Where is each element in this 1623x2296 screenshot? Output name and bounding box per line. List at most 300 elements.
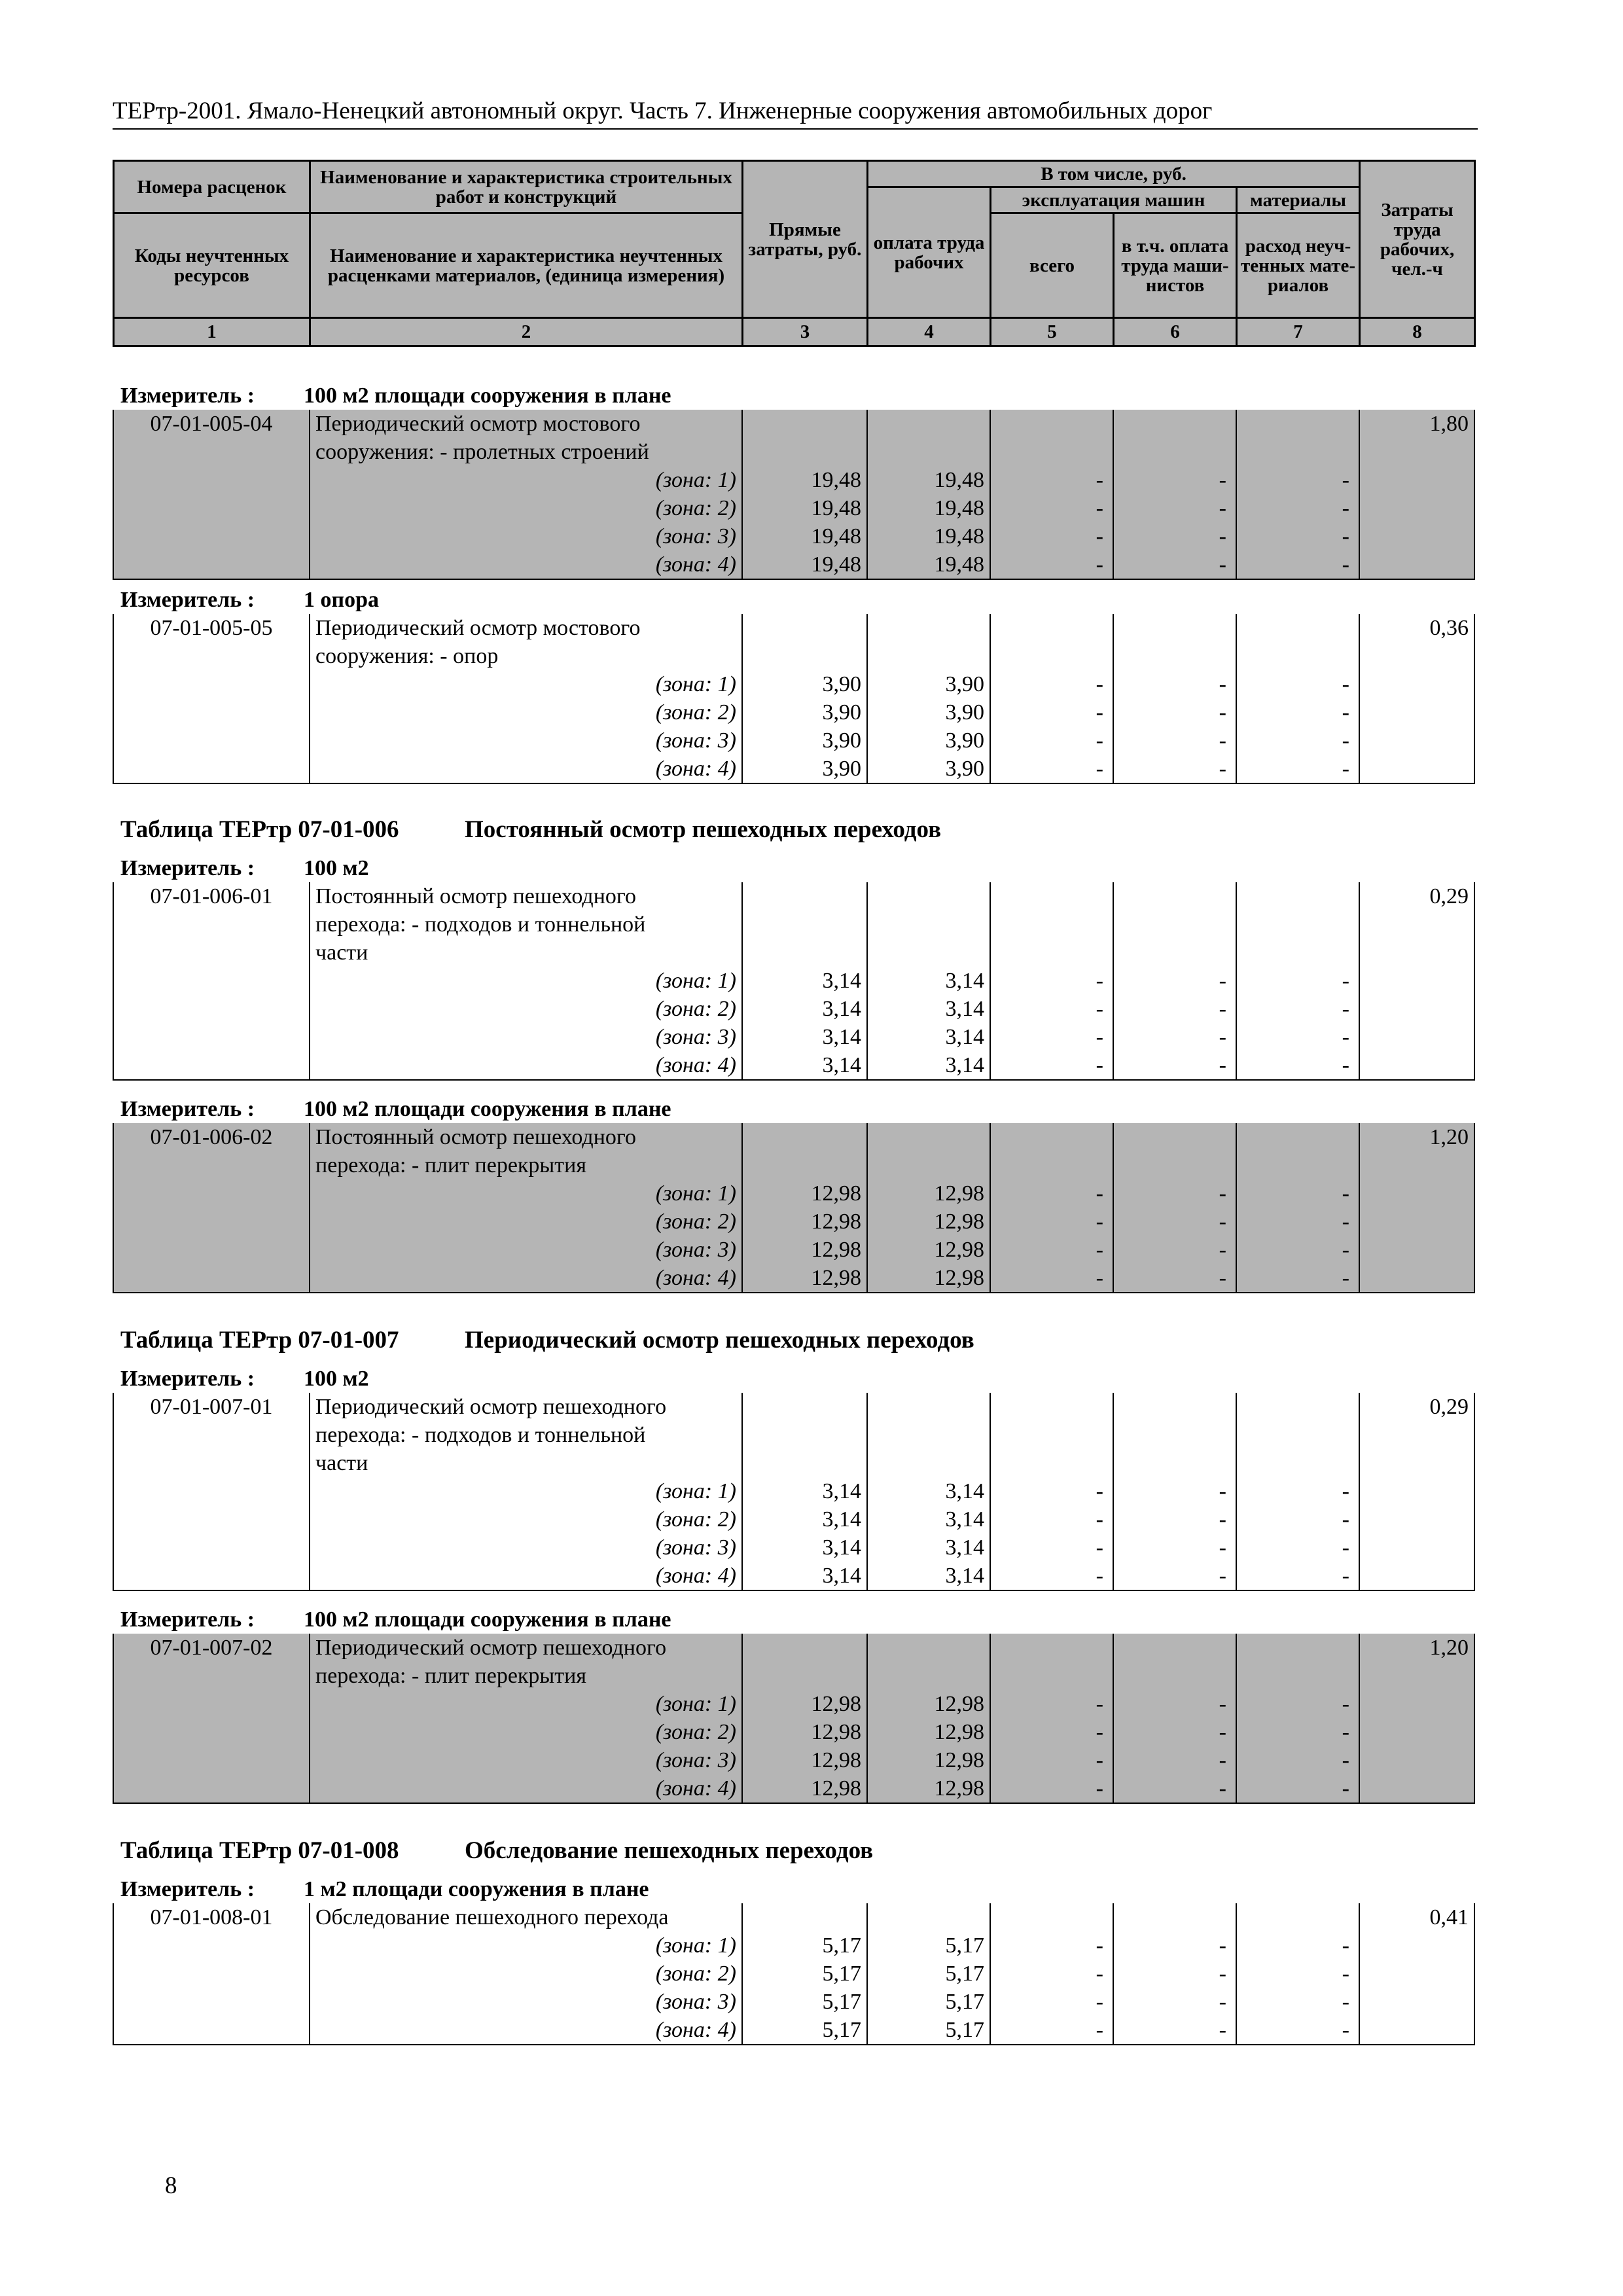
material-use: - — [1236, 1718, 1359, 1746]
material-use: - — [1236, 1179, 1359, 1208]
worker-pay: 12,98 — [867, 1264, 990, 1293]
empty-cell — [1236, 1151, 1359, 1179]
empty-cell — [990, 1421, 1113, 1449]
rate-code: 07-01-007-01 — [113, 1393, 310, 1421]
material-use: - — [1236, 726, 1359, 755]
measure-line — [113, 1096, 1474, 1123]
machinist-pay: - — [1113, 670, 1236, 698]
empty-cell — [113, 1023, 310, 1051]
table-name: Постоянный осмотр пешеходных переходов — [465, 816, 942, 843]
empty-cell — [1236, 939, 1359, 967]
empty-cell — [1236, 438, 1359, 466]
labor-cost: 0,36 — [1359, 614, 1474, 642]
empty-cell — [1113, 1634, 1236, 1662]
direct-costs: 19,48 — [742, 466, 867, 494]
empty-cell — [113, 1562, 310, 1590]
empty-cell — [867, 1449, 990, 1477]
measure-line — [113, 1876, 1474, 1903]
empty-cell — [1113, 1393, 1236, 1421]
worker-pay: 3,14 — [867, 967, 990, 995]
col-header-machinist-pay: в т.ч. оплата труда маши-нистов — [1114, 213, 1237, 318]
worker-pay: 3,14 — [867, 1534, 990, 1562]
machines-total: - — [990, 1960, 1113, 1988]
rate-code: 07-01-006-02 — [113, 1123, 310, 1151]
empty-cell — [113, 939, 310, 967]
machines-total: - — [990, 550, 1113, 579]
zone-row — [113, 1690, 1474, 1718]
machines-total: - — [990, 755, 1113, 783]
material-use: - — [1236, 1562, 1359, 1590]
material-use: - — [1236, 995, 1359, 1023]
empty-cell — [113, 1690, 310, 1718]
description-row — [113, 1393, 1474, 1421]
description-row — [113, 1421, 1474, 1449]
machines-total: - — [990, 2016, 1113, 2045]
material-use: - — [1236, 494, 1359, 522]
empty-cell — [113, 1774, 310, 1803]
direct-costs: 12,98 — [742, 1690, 867, 1718]
machines-total: - — [990, 1746, 1113, 1774]
worker-pay: 3,14 — [867, 995, 990, 1023]
rate-description: перехода: - подходов и тоннельной — [310, 910, 742, 939]
zone-row — [113, 1718, 1474, 1746]
direct-costs: 12,98 — [742, 1208, 867, 1236]
material-use: - — [1236, 522, 1359, 550]
table-title — [113, 1837, 1474, 1876]
empty-cell — [1113, 410, 1236, 438]
measure-line — [113, 1365, 1474, 1393]
worker-pay: 19,48 — [867, 550, 990, 579]
measure-unit: 100 м2 — [304, 856, 369, 880]
rate-description: перехода: - плит перекрытия — [310, 1151, 742, 1179]
rate-section — [113, 816, 1474, 1081]
worker-pay: 3,14 — [867, 1051, 990, 1080]
empty-cell — [1113, 1123, 1236, 1151]
direct-costs: 12,98 — [742, 1179, 867, 1208]
zone-label: (зона: 4) — [310, 550, 742, 579]
machines-total: - — [990, 1264, 1113, 1293]
empty-cell — [1236, 1123, 1359, 1151]
labor-cost: 0,29 — [1359, 1393, 1474, 1421]
empty-cell — [1359, 1505, 1474, 1534]
zone-label: (зона: 3) — [310, 522, 742, 550]
col-header-direct-costs: Прямые затраты, руб. — [743, 161, 868, 318]
zone-row — [113, 1931, 1474, 1960]
empty-cell — [742, 1123, 867, 1151]
empty-cell — [113, 642, 310, 670]
labor-cost: 1,80 — [1359, 410, 1474, 438]
empty-cell — [113, 1960, 310, 1988]
empty-cell — [1113, 1662, 1236, 1690]
machinist-pay: - — [1113, 995, 1236, 1023]
empty-cell — [1113, 910, 1236, 939]
material-use: - — [1236, 755, 1359, 783]
material-use: - — [1236, 1477, 1359, 1505]
col-number: 1 — [114, 318, 310, 346]
measure-label: Измеритель : — [120, 856, 255, 880]
empty-cell — [867, 1903, 990, 1931]
empty-cell — [1236, 1903, 1359, 1931]
empty-cell — [113, 1151, 310, 1179]
zone-label: (зона: 1) — [310, 670, 742, 698]
empty-cell — [1359, 1023, 1474, 1051]
empty-cell — [990, 910, 1113, 939]
empty-cell — [742, 882, 867, 910]
description-row — [113, 614, 1474, 642]
col-header-works: Наименование и характеристика строительных работ и конструкций — [310, 161, 743, 213]
rate-section — [113, 382, 1474, 580]
material-use: - — [1236, 1534, 1359, 1562]
empty-cell — [1359, 1477, 1474, 1505]
empty-cell — [742, 910, 867, 939]
rate-table — [113, 1903, 1475, 2045]
empty-cell — [742, 438, 867, 466]
empty-cell — [1359, 1264, 1474, 1293]
empty-cell — [113, 1051, 310, 1080]
empty-cell — [1359, 1960, 1474, 1988]
zone-row — [113, 1477, 1474, 1505]
worker-pay: 3,14 — [867, 1023, 990, 1051]
zone-row — [113, 698, 1474, 726]
empty-cell — [1359, 1236, 1474, 1264]
material-use: - — [1236, 698, 1359, 726]
rate-code: 07-01-005-04 — [113, 410, 310, 438]
material-use: - — [1236, 1960, 1359, 1988]
empty-cell — [1236, 882, 1359, 910]
machines-total: - — [990, 1690, 1113, 1718]
material-use: - — [1236, 1023, 1359, 1051]
machinist-pay: - — [1113, 1960, 1236, 1988]
description-row — [113, 1662, 1474, 1690]
material-use: - — [1236, 1690, 1359, 1718]
empty-cell — [113, 494, 310, 522]
zone-row — [113, 1179, 1474, 1208]
empty-cell — [990, 410, 1113, 438]
table-name: Обследование пешеходных переходов — [465, 1837, 874, 1864]
measure-label: Измеритель : — [120, 1607, 255, 1632]
zone-label: (зона: 4) — [310, 1264, 742, 1293]
empty-cell — [1113, 614, 1236, 642]
machinist-pay: - — [1113, 1023, 1236, 1051]
empty-cell — [1236, 614, 1359, 642]
zone-label: (зона: 1) — [310, 967, 742, 995]
labor-cost: 0,29 — [1359, 882, 1474, 910]
machines-total: - — [990, 1179, 1113, 1208]
empty-cell — [1236, 642, 1359, 670]
material-use: - — [1236, 967, 1359, 995]
machinist-pay: - — [1113, 1562, 1236, 1590]
empty-cell — [1359, 1718, 1474, 1746]
material-use: - — [1236, 550, 1359, 579]
empty-cell — [990, 1393, 1113, 1421]
empty-cell — [1359, 550, 1474, 579]
zone-row — [113, 755, 1474, 783]
direct-costs: 5,17 — [742, 1931, 867, 1960]
measure-unit: 1 м2 площади сооружения в плане — [304, 1877, 649, 1901]
machines-total: - — [990, 1988, 1113, 2016]
zone-label: (зона: 2) — [310, 494, 742, 522]
empty-cell — [990, 1449, 1113, 1477]
empty-cell — [742, 410, 867, 438]
measure-unit: 100 м2 площади сооружения в плане — [304, 1097, 671, 1121]
empty-cell — [867, 642, 990, 670]
empty-cell — [113, 1449, 310, 1477]
machines-total: - — [990, 1023, 1113, 1051]
empty-cell — [867, 614, 990, 642]
machines-total: - — [990, 1236, 1113, 1264]
machines-total: - — [990, 1774, 1113, 1803]
description-row — [113, 1634, 1474, 1662]
rate-description: Обследование пешеходного перехода — [310, 1903, 742, 1931]
empty-cell — [990, 1151, 1113, 1179]
empty-cell — [1359, 1690, 1474, 1718]
empty-cell — [990, 882, 1113, 910]
worker-pay: 3,90 — [867, 670, 990, 698]
description-row — [113, 939, 1474, 967]
col-header-machines-total: всего — [991, 213, 1114, 318]
empty-cell — [1236, 910, 1359, 939]
description-row — [113, 910, 1474, 939]
empty-cell — [113, 1421, 310, 1449]
machinist-pay: - — [1113, 1534, 1236, 1562]
col-number: 7 — [1237, 318, 1360, 346]
machines-total: - — [990, 698, 1113, 726]
empty-cell — [1359, 494, 1474, 522]
zone-row — [113, 1236, 1474, 1264]
zone-row — [113, 550, 1474, 579]
empty-cell — [113, 1534, 310, 1562]
col-number: 6 — [1114, 318, 1237, 346]
direct-costs: 3,14 — [742, 1477, 867, 1505]
machinist-pay: - — [1113, 2016, 1236, 2045]
direct-costs: 3,90 — [742, 698, 867, 726]
empty-cell — [742, 1421, 867, 1449]
empty-cell — [1236, 1421, 1359, 1449]
machinist-pay: - — [1113, 755, 1236, 783]
zone-label: (зона: 2) — [310, 1208, 742, 1236]
empty-cell — [113, 438, 310, 466]
machines-total: - — [990, 494, 1113, 522]
machinist-pay: - — [1113, 1477, 1236, 1505]
col-number: 5 — [991, 318, 1114, 346]
empty-cell — [742, 1662, 867, 1690]
measure-line — [113, 586, 1474, 614]
zone-row — [113, 670, 1474, 698]
zone-row — [113, 2016, 1474, 2045]
empty-cell — [990, 614, 1113, 642]
empty-cell — [1359, 726, 1474, 755]
direct-costs: 3,14 — [742, 967, 867, 995]
empty-cell — [113, 1931, 310, 1960]
empty-cell — [113, 967, 310, 995]
empty-cell — [867, 910, 990, 939]
worker-pay: 5,17 — [867, 1960, 990, 1988]
col-header-materials-name: Наименование и характеристика неучтенных расценками материалов, (единица измерения) — [310, 213, 743, 318]
machines-total: - — [990, 466, 1113, 494]
rate-table — [113, 410, 1475, 580]
machinist-pay: - — [1113, 550, 1236, 579]
empty-cell — [742, 1393, 867, 1421]
zone-row — [113, 1960, 1474, 1988]
machinist-pay: - — [1113, 1208, 1236, 1236]
empty-cell — [990, 1903, 1113, 1931]
zone-label: (зона: 3) — [310, 726, 742, 755]
zone-label: (зона: 4) — [310, 755, 742, 783]
measure-label: Измеритель : — [120, 384, 255, 408]
rate-description: части — [310, 939, 742, 967]
empty-cell — [867, 1421, 990, 1449]
worker-pay: 12,98 — [867, 1774, 990, 1803]
direct-costs: 12,98 — [742, 1774, 867, 1803]
zone-label: (зона: 1) — [310, 1179, 742, 1208]
empty-cell — [742, 939, 867, 967]
measure-unit: 1 опора — [304, 588, 379, 612]
machinist-pay: - — [1113, 1746, 1236, 1774]
material-use: - — [1236, 1746, 1359, 1774]
machines-total: - — [990, 1931, 1113, 1960]
direct-costs: 3,14 — [742, 1534, 867, 1562]
machinist-pay: - — [1113, 967, 1236, 995]
empty-cell — [113, 698, 310, 726]
machines-total: - — [990, 670, 1113, 698]
empty-cell — [990, 1634, 1113, 1662]
empty-cell — [1359, 1179, 1474, 1208]
zone-row — [113, 1562, 1474, 1590]
description-row — [113, 438, 1474, 466]
machinist-pay: - — [1113, 1236, 1236, 1264]
table-code: Таблица ТЕРтр 07-01-006 — [120, 816, 399, 843]
col-header-resource-codes: Коды неучтенных ресурсов — [114, 213, 310, 318]
rate-description: Периодический осмотр пешеходного — [310, 1393, 742, 1421]
measure-label: Измеритель : — [120, 1367, 255, 1391]
empty-cell — [113, 1236, 310, 1264]
direct-costs: 19,48 — [742, 494, 867, 522]
rate-section — [113, 1606, 1474, 1804]
measure-line — [113, 1606, 1474, 1634]
direct-costs: 3,90 — [742, 755, 867, 783]
empty-cell — [1359, 1534, 1474, 1562]
empty-cell — [1236, 410, 1359, 438]
empty-cell — [1113, 882, 1236, 910]
material-use: - — [1236, 1774, 1359, 1803]
worker-pay: 5,17 — [867, 2016, 990, 2045]
worker-pay: 12,98 — [867, 1236, 990, 1264]
machinist-pay: - — [1113, 1988, 1236, 2016]
zone-row — [113, 726, 1474, 755]
worker-pay: 12,98 — [867, 1746, 990, 1774]
machines-total: - — [990, 1208, 1113, 1236]
empty-cell — [1359, 967, 1474, 995]
empty-cell — [990, 939, 1113, 967]
col-header-rates: Номера расценок — [114, 161, 310, 213]
machinist-pay: - — [1113, 494, 1236, 522]
rate-description: сооружения: - пролетных строений — [310, 438, 742, 466]
zone-label: (зона: 3) — [310, 1988, 742, 2016]
material-use: - — [1236, 2016, 1359, 2045]
rate-table — [113, 1123, 1475, 1293]
empty-cell — [113, 1477, 310, 1505]
direct-costs: 3,14 — [742, 995, 867, 1023]
machines-total: - — [990, 1718, 1113, 1746]
col-number: 8 — [1360, 318, 1475, 346]
description-row — [113, 1903, 1474, 1931]
zone-label: (зона: 1) — [310, 466, 742, 494]
machinist-pay: - — [1113, 1690, 1236, 1718]
zone-label: (зона: 3) — [310, 1534, 742, 1562]
worker-pay: 3,90 — [867, 726, 990, 755]
labor-cost: 1,20 — [1359, 1634, 1474, 1662]
empty-cell — [1236, 1393, 1359, 1421]
material-use: - — [1236, 1264, 1359, 1293]
measure-unit: 100 м2 площади сооружения в плане — [304, 1607, 671, 1632]
machinist-pay: - — [1113, 1931, 1236, 1960]
empty-cell — [1113, 1449, 1236, 1477]
rate-description: Периодический осмотр мостового — [310, 410, 742, 438]
col-header-labor: Затраты труда рабочих, чел.-ч — [1360, 161, 1475, 318]
col-number: 3 — [743, 318, 868, 346]
description-row — [113, 1449, 1474, 1477]
zone-row — [113, 494, 1474, 522]
description-row — [113, 1151, 1474, 1179]
zone-label: (зона: 1) — [310, 1690, 742, 1718]
machinist-pay: - — [1113, 1264, 1236, 1293]
description-row — [113, 642, 1474, 670]
zone-row — [113, 1534, 1474, 1562]
empty-cell — [1359, 1931, 1474, 1960]
worker-pay: 12,98 — [867, 1690, 990, 1718]
empty-cell — [1359, 1562, 1474, 1590]
worker-pay: 3,90 — [867, 698, 990, 726]
rate-section — [113, 1837, 1474, 2045]
machines-total: - — [990, 726, 1113, 755]
zone-label: (зона: 2) — [310, 698, 742, 726]
rate-description: Периодический осмотр пешеходного — [310, 1634, 742, 1662]
machines-total: - — [990, 1562, 1113, 1590]
empty-cell — [1113, 1903, 1236, 1931]
rate-description: сооружения: - опор — [310, 642, 742, 670]
direct-costs: 12,98 — [742, 1746, 867, 1774]
measure-label: Измеритель : — [120, 1097, 255, 1121]
material-use: - — [1236, 1208, 1359, 1236]
empty-cell — [742, 1151, 867, 1179]
col-number: 2 — [310, 318, 743, 346]
material-use: - — [1236, 1988, 1359, 2016]
worker-pay: 12,98 — [867, 1179, 990, 1208]
rate-description: части — [310, 1449, 742, 1477]
empty-cell — [742, 614, 867, 642]
zone-row — [113, 1051, 1474, 1080]
empty-cell — [1359, 1449, 1474, 1477]
col-header-machines: эксплуатация машин — [991, 187, 1237, 213]
zone-label: (зона: 1) — [310, 1931, 742, 1960]
material-use: - — [1236, 670, 1359, 698]
worker-pay: 5,17 — [867, 1931, 990, 1960]
machinist-pay: - — [1113, 1718, 1236, 1746]
table-code: Таблица ТЕРтр 07-01-008 — [120, 1837, 399, 1864]
direct-costs: 12,98 — [742, 1236, 867, 1264]
empty-cell — [1113, 939, 1236, 967]
material-use: - — [1236, 1505, 1359, 1534]
machines-total: - — [990, 1051, 1113, 1080]
machines-total: - — [990, 967, 1113, 995]
zone-label: (зона: 4) — [310, 2016, 742, 2045]
col-header-including: В том числе, руб. — [868, 161, 1360, 187]
empty-cell — [742, 1449, 867, 1477]
empty-cell — [990, 1123, 1113, 1151]
empty-cell — [113, 670, 310, 698]
machinist-pay: - — [1113, 522, 1236, 550]
zone-label: (зона: 2) — [310, 995, 742, 1023]
